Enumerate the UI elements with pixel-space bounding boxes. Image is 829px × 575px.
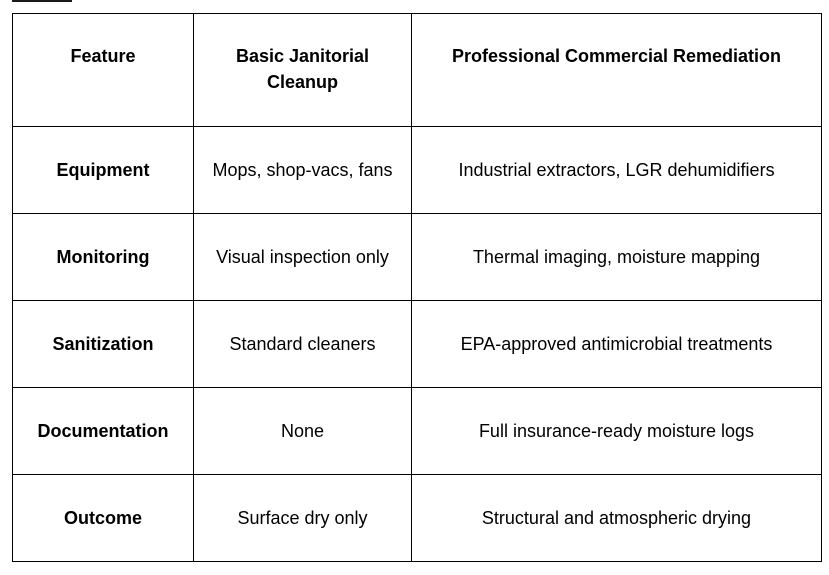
- row-basic-cell: Mops, shop-vacs, fans: [194, 127, 412, 214]
- row-professional-cell: Industrial extractors, LGR dehumidifiers: [412, 127, 822, 214]
- cropped-heading-fragment: [12, 0, 122, 3]
- row-feature-cell: Monitoring: [13, 214, 194, 301]
- table-header-row: [13, 14, 822, 127]
- header-basic-janitorial-cleanup: Basic Janitorial Cleanup: [194, 14, 412, 127]
- row-basic-cell: Visual inspection only: [194, 214, 412, 301]
- row-professional-cell: EPA-approved antimicrobial treatments: [412, 301, 822, 388]
- row-feature-cell: Equipment: [13, 127, 194, 214]
- header-professional-commercial-remediation: Professional Commercial Remediation: [412, 14, 822, 127]
- row-feature-cell: Outcome: [13, 475, 194, 562]
- header-feature: Feature: [13, 14, 194, 127]
- table-row: [13, 388, 822, 475]
- table-row: [13, 301, 822, 388]
- table-row: [13, 475, 822, 562]
- row-feature-cell: Documentation: [13, 388, 194, 475]
- row-basic-cell: None: [194, 388, 412, 475]
- row-basic-cell: Standard cleaners: [194, 301, 412, 388]
- table-row: [13, 214, 822, 301]
- table-row: [13, 127, 822, 214]
- comparison-table: [12, 13, 822, 562]
- row-professional-cell: Full insurance-ready moisture logs: [412, 388, 822, 475]
- row-feature-cell: Sanitization: [13, 301, 194, 388]
- row-professional-cell: Thermal imaging, moisture mapping: [412, 214, 822, 301]
- row-professional-cell: Structural and atmospheric drying: [412, 475, 822, 562]
- row-basic-cell: Surface dry only: [194, 475, 412, 562]
